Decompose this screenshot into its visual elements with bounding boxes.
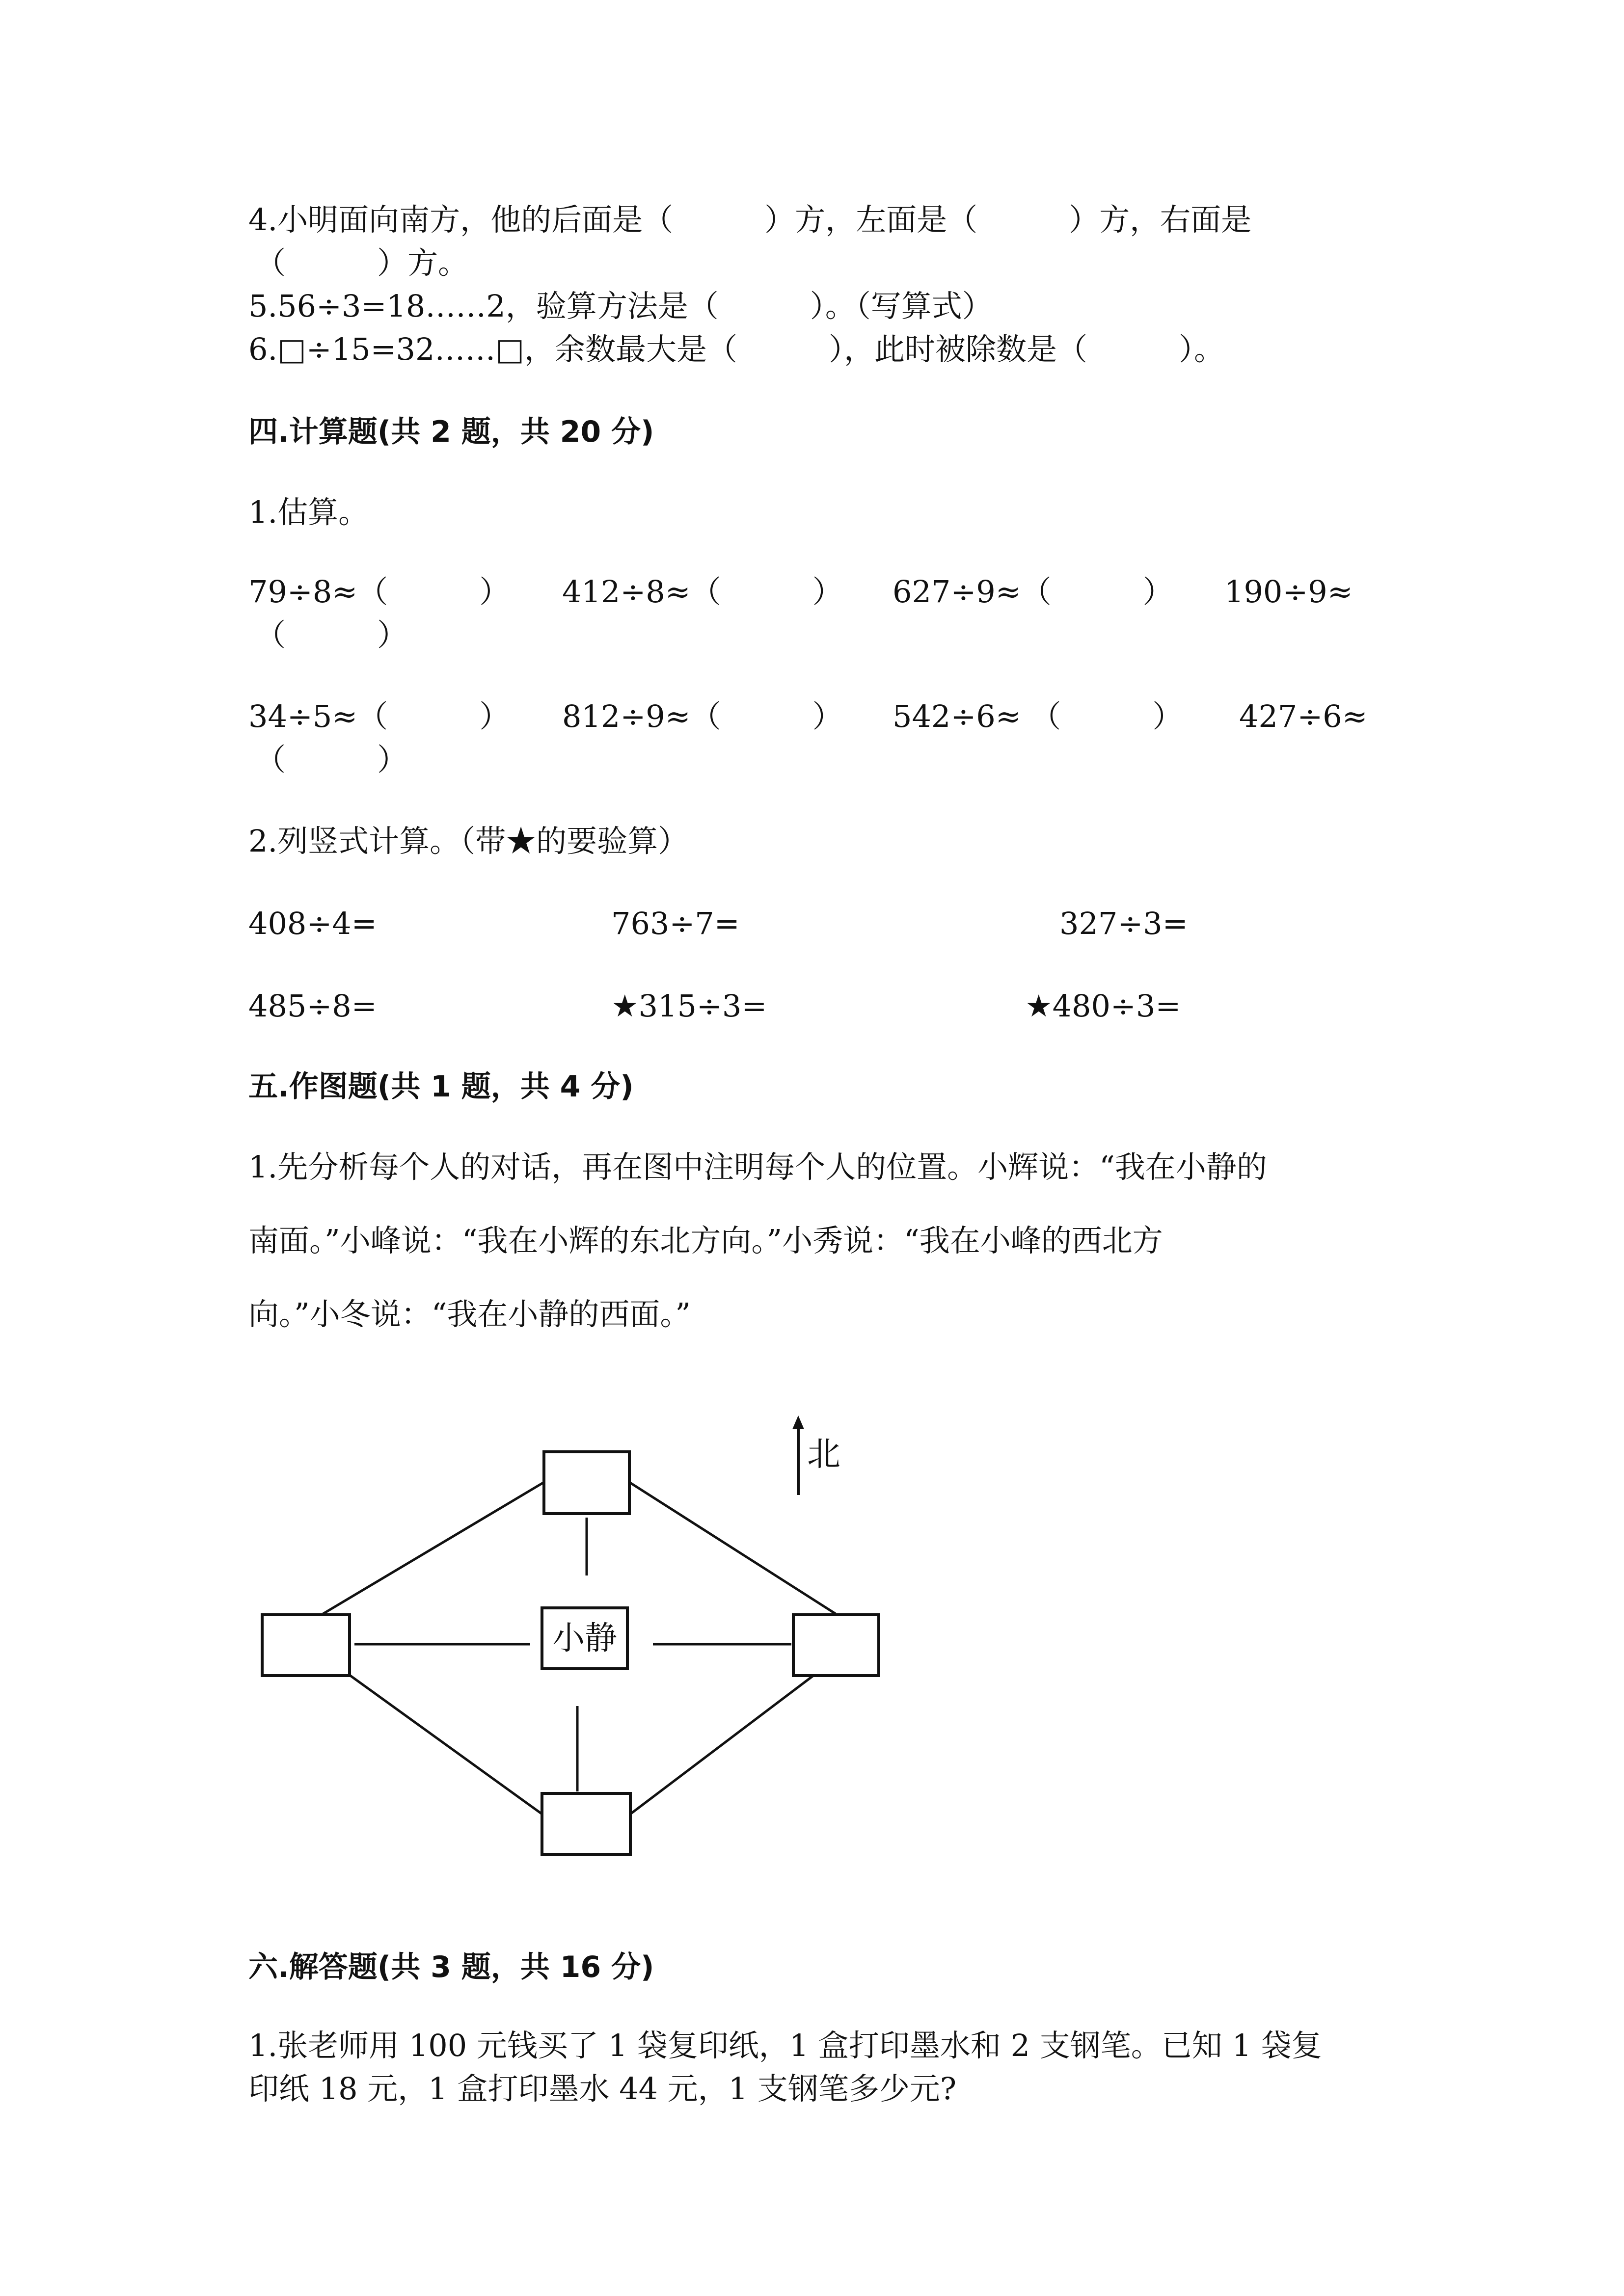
answer-question-line-1: 1.张老师用 100 元钱买了 1 袋复印纸，1 盒打印墨水和 2 支钢笔。已知 1 袋复 bbox=[248, 2028, 1322, 2063]
estimate-wrap: （ ） bbox=[255, 617, 408, 653]
north-label: 北 bbox=[807, 1435, 841, 1474]
estimate-item: 34÷5≈（ ） bbox=[248, 698, 510, 734]
calc-item: 763÷7= bbox=[611, 906, 740, 941]
drawing-question-line-3: 向。”小冬说：“我在小静的西面。” bbox=[248, 1296, 691, 1332]
drawing-question-line-1: 1.先分析每个人的对话，再在图中注明每个人的位置。小辉说：“我在小静的 bbox=[248, 1149, 1267, 1185]
calc-item: 408÷4= bbox=[248, 906, 377, 941]
north-arrow-icon bbox=[792, 1415, 804, 1495]
left-box bbox=[262, 1615, 350, 1676]
right-box bbox=[793, 1615, 879, 1676]
top-box bbox=[544, 1452, 629, 1514]
estimate-wrap: （ ） bbox=[255, 742, 408, 777]
connector-line bbox=[629, 1482, 836, 1614]
estimate-item: 412÷8≈（ ） bbox=[562, 574, 843, 610]
vertical-calc-title: 2.列竖式计算。（带★的要验算） bbox=[248, 823, 689, 859]
estimate-item: 190÷9≈ bbox=[1224, 574, 1353, 610]
drawing-question-line-2: 南面。”小峰说：“我在小辉的东北方向。”小秀说：“我在小峰的西北方 bbox=[248, 1223, 1163, 1258]
estimate-item: 542÷6≈ （ ） bbox=[893, 698, 1183, 734]
calc-item: 327÷3= bbox=[1059, 906, 1188, 941]
question-6: 6.□÷15=32……□，余数最大是（ ），此时被除数是（ ）。 bbox=[248, 331, 1224, 367]
question-4-line-1: 4.小明面向南方，他的后面是（ ）方，左面是（ ）方，右面是 bbox=[248, 202, 1252, 238]
section-5-heading: 五.作图题(共 1 题，共 4 分) bbox=[248, 1069, 634, 1104]
center-label: 小静 bbox=[552, 1619, 617, 1657]
estimate-item: 627÷9≈（ ） bbox=[893, 574, 1173, 610]
question-4-line-2: （ ）方。 bbox=[255, 245, 469, 281]
section-4-heading: 四.计算题(共 2 题，共 20 分) bbox=[248, 415, 654, 449]
estimate-item: 79÷8≈（ ） bbox=[248, 574, 510, 610]
calc-item: 485÷8= bbox=[248, 988, 377, 1024]
section-6-heading: 六.解答题(共 3 题，共 16 分) bbox=[248, 1950, 654, 1984]
connector-line bbox=[630, 1674, 816, 1814]
answer-question-line-2: 印纸 18 元，1 盒打印墨水 44 元，1 支钢笔多少元? bbox=[248, 2071, 957, 2107]
estimate-item: 812÷9≈（ ） bbox=[562, 698, 843, 734]
estimate-title: 1.估算。 bbox=[248, 494, 369, 530]
calc-item: ★315÷3= bbox=[611, 988, 767, 1024]
question-5: 5.56÷3=18……2，验算方法是（ ）。（写算式） bbox=[248, 288, 993, 324]
connector-line bbox=[348, 1674, 542, 1814]
estimate-item: 427÷6≈ bbox=[1239, 698, 1368, 734]
calc-item: ★480÷3= bbox=[1025, 988, 1181, 1024]
bottom-box bbox=[542, 1793, 630, 1854]
connector-line bbox=[323, 1482, 544, 1614]
